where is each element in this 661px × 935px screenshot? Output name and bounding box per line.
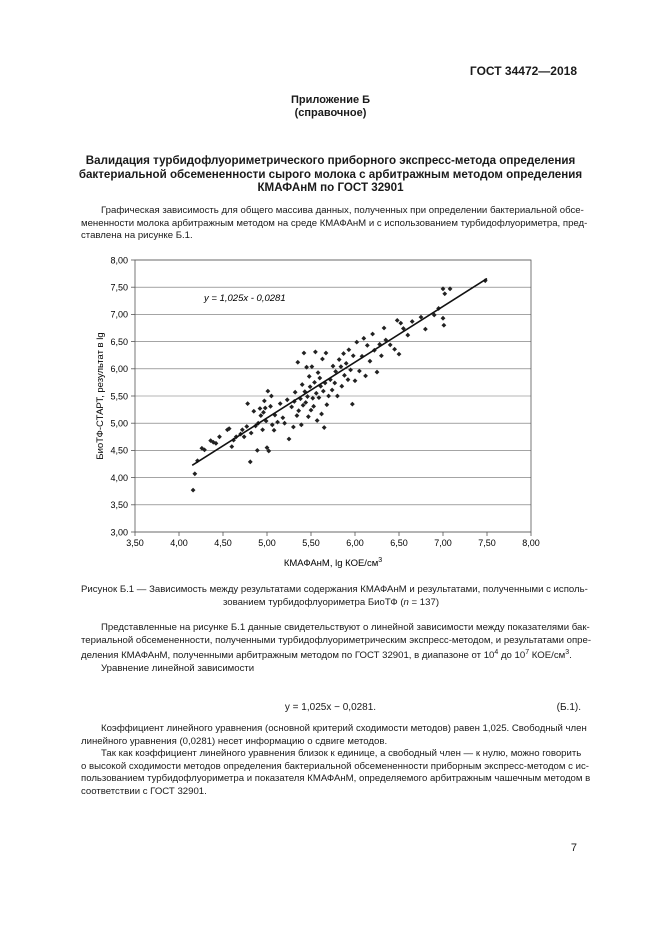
title-line: КМАФАнМ по ГОСТ 32901	[257, 181, 404, 195]
y-tick-label: 3,50	[110, 500, 128, 511]
data-point	[335, 394, 340, 399]
data-point	[392, 347, 397, 352]
data-point	[351, 353, 356, 358]
data-point	[423, 327, 428, 332]
data-point	[314, 391, 319, 396]
body-line: Коэффициент линейного уравнения (основной критерий сходимости методов) равен 1,025. Свободный член	[101, 723, 587, 734]
data-point	[395, 318, 400, 323]
data-point	[261, 410, 266, 415]
data-point	[353, 378, 358, 383]
body-line: о высокой сходимости методов определения бактериальной обсемененности приборным экспресс-методом с ис-	[81, 760, 589, 772]
data-point	[405, 333, 410, 338]
data-point	[330, 388, 335, 393]
x-tick-label: 4,00	[170, 538, 188, 548]
data-point	[311, 404, 316, 409]
data-point	[305, 394, 310, 399]
data-point	[309, 364, 314, 369]
data-point	[295, 413, 300, 418]
data-point	[398, 321, 403, 326]
data-point	[307, 374, 312, 379]
data-point	[354, 340, 359, 345]
data-point	[244, 424, 249, 429]
chart-grid	[135, 260, 531, 532]
data-point	[240, 427, 245, 432]
data-point	[339, 384, 344, 389]
data-point	[255, 448, 260, 453]
x-axis-label: КМАФАнМ, lg КОЕ/$см^3$	[283, 557, 383, 569]
y-axis-ticks	[110, 255, 135, 537]
data-point	[229, 444, 234, 449]
data-point	[315, 418, 320, 423]
data-point	[308, 384, 313, 389]
equation-number: (Б.1).	[556, 702, 581, 713]
data-point	[278, 401, 283, 406]
body-line: соответствии с ГОСТ 32901.	[81, 785, 207, 797]
data-point	[310, 396, 315, 401]
data-point	[332, 381, 337, 386]
data-point	[321, 389, 326, 394]
data-point	[346, 347, 351, 352]
data-point	[293, 390, 298, 395]
data-point	[361, 336, 366, 341]
x-tick-label: 3,50	[126, 538, 144, 548]
intro-line: Графическая зависимость для общего массива данных, полученных при определении бактериальной обсе-	[101, 205, 584, 216]
data-point	[275, 420, 280, 425]
data-point	[300, 382, 305, 387]
data-point	[331, 364, 336, 369]
data-point	[326, 394, 331, 399]
body-paragraph-3	[81, 723, 587, 748]
data-point	[397, 352, 402, 357]
data-point	[365, 343, 370, 348]
data-point	[312, 380, 317, 385]
data-point	[337, 357, 342, 362]
data-point	[410, 319, 415, 324]
data-point	[282, 421, 287, 426]
x-axis-ticks	[126, 532, 540, 548]
data-point	[192, 471, 197, 476]
body-paragraph-4	[81, 748, 591, 798]
data-point	[249, 431, 254, 436]
data-point	[258, 406, 263, 411]
appendix-note: (справочное)	[294, 107, 367, 119]
caption-line: Рисунок Б.1 — Зависимость между результатами содержания КМАФАнМ и результатами, полученными с исполь-	[81, 584, 588, 595]
data-point	[388, 342, 393, 347]
standard-id: ГОСТ 34472—2018	[469, 64, 577, 78]
data-point	[296, 408, 301, 413]
data-point	[191, 488, 196, 493]
body-paragraph-1	[81, 622, 592, 676]
data-point	[251, 409, 256, 414]
body-line: деления КМАФАнМ, полученными арбитражным методом по ГОСТ 32901, в диапазоне от $10^4$ до $10^7$ КОЕ/$см^3$.	[81, 649, 572, 662]
data-point	[357, 369, 362, 374]
y-tick-label: 5,00	[110, 418, 128, 429]
x-tick-label: 8,00	[522, 538, 540, 548]
trendline-equation: y = 1,025x - 0,0281	[204, 293, 286, 304]
data-point	[291, 425, 296, 430]
x-tick-label: 7,00	[434, 538, 452, 548]
y-tick-label: 8,00	[110, 255, 128, 266]
data-point	[265, 389, 270, 394]
data-point	[316, 370, 321, 375]
data-point	[313, 350, 318, 355]
data-point	[245, 401, 250, 406]
y-tick-label: 6,00	[110, 364, 128, 375]
data-point	[363, 373, 368, 378]
data-point	[441, 323, 446, 328]
data-point	[368, 359, 373, 364]
data-points	[191, 278, 488, 492]
data-point	[379, 353, 384, 358]
data-point	[262, 398, 267, 403]
y-tick-label: 5,50	[110, 391, 128, 402]
data-point	[375, 370, 380, 375]
data-point	[260, 427, 265, 432]
data-point	[248, 459, 253, 464]
data-point	[324, 402, 329, 407]
x-tick-label: 6,00	[346, 538, 364, 548]
data-point	[341, 351, 346, 356]
body-line: териальной обсемененности, полученными турбидофлуориметрическим экспресс-методом, и результатами опре-	[81, 634, 592, 646]
title-line: Валидация турбидофлуориметрического приборного экспресс-метода определения	[85, 154, 576, 167]
equation: y = 1,025x − 0,0281.	[284, 702, 377, 713]
data-point	[320, 357, 325, 362]
body-line: пользованием турбидофлуориметра и показателя КМАФАнМ, определяемого арбитражным чашечным методом в	[81, 773, 591, 785]
data-point	[342, 373, 347, 378]
body-line: Так как коэффициент линейного уравнения близок к единице, а свободный член — к нулю, можно говорить	[101, 748, 582, 759]
x-tick-label: 5,50	[302, 538, 320, 548]
y-tick-label: 6,50	[110, 336, 128, 347]
data-point	[319, 412, 324, 417]
page-number: 7	[570, 842, 577, 854]
data-point	[263, 406, 268, 411]
y-tick-label: 4,00	[110, 472, 128, 483]
data-point	[285, 397, 290, 402]
appendix-label: Приложение Б	[290, 94, 371, 106]
y-tick-label: 7,50	[110, 282, 128, 293]
y-tick-label: 4,50	[110, 445, 128, 456]
data-point	[289, 404, 294, 409]
data-point	[309, 408, 314, 413]
caption-line: зованием турбидофлуориметра БиоТФ (n = 137)	[222, 596, 440, 608]
body-line: Представленные на рисунке Б.1 данные свидетельствуют о линейной зависимости между показателями бак-	[101, 622, 590, 633]
data-point	[287, 437, 292, 442]
y-axis-label: БиоТФ-СТАРТ, результат в lg	[95, 332, 106, 460]
body-line: линейного уравнения (0,0281) несет информацию о сдвиге методов.	[81, 735, 388, 747]
data-point	[442, 291, 447, 296]
data-point	[302, 351, 307, 356]
y-tick-label: 7,00	[110, 309, 128, 320]
intro-line: ставлена на рисунке Б.1.	[81, 230, 193, 242]
data-point	[370, 332, 375, 337]
data-point	[258, 413, 263, 418]
data-point	[306, 414, 311, 419]
data-point	[348, 367, 353, 372]
title-line: бактериальной обсемененности сырого молока с арбитражным методом определения	[78, 167, 583, 181]
trendline	[192, 279, 487, 466]
data-point	[295, 360, 300, 365]
data-point	[269, 394, 274, 399]
data-point	[272, 428, 277, 433]
figure-caption	[81, 584, 588, 609]
data-point	[324, 351, 329, 356]
data-point	[242, 434, 247, 439]
data-point	[268, 404, 273, 409]
data-point	[317, 376, 322, 381]
data-point	[339, 364, 344, 369]
data-point	[217, 434, 222, 439]
data-point	[350, 402, 355, 407]
intro-line: мененности молока арбитражным методом на среде КМАФАнМ и с использованием турбидофлуориметра, пред-	[81, 217, 588, 229]
x-tick-label: 5,00	[258, 538, 276, 548]
body-line: Уравнение линейной зависимости	[101, 662, 255, 674]
data-point	[382, 326, 387, 331]
x-tick-label: 4,50	[214, 538, 232, 548]
data-point	[441, 316, 446, 321]
data-point	[322, 425, 327, 430]
data-point	[346, 377, 351, 382]
x-tick-label: 7,50	[478, 538, 496, 548]
y-tick-label: 3,00	[110, 527, 128, 538]
data-point	[280, 415, 285, 420]
x-tick-label: 6,50	[390, 538, 408, 548]
data-point	[344, 361, 349, 366]
